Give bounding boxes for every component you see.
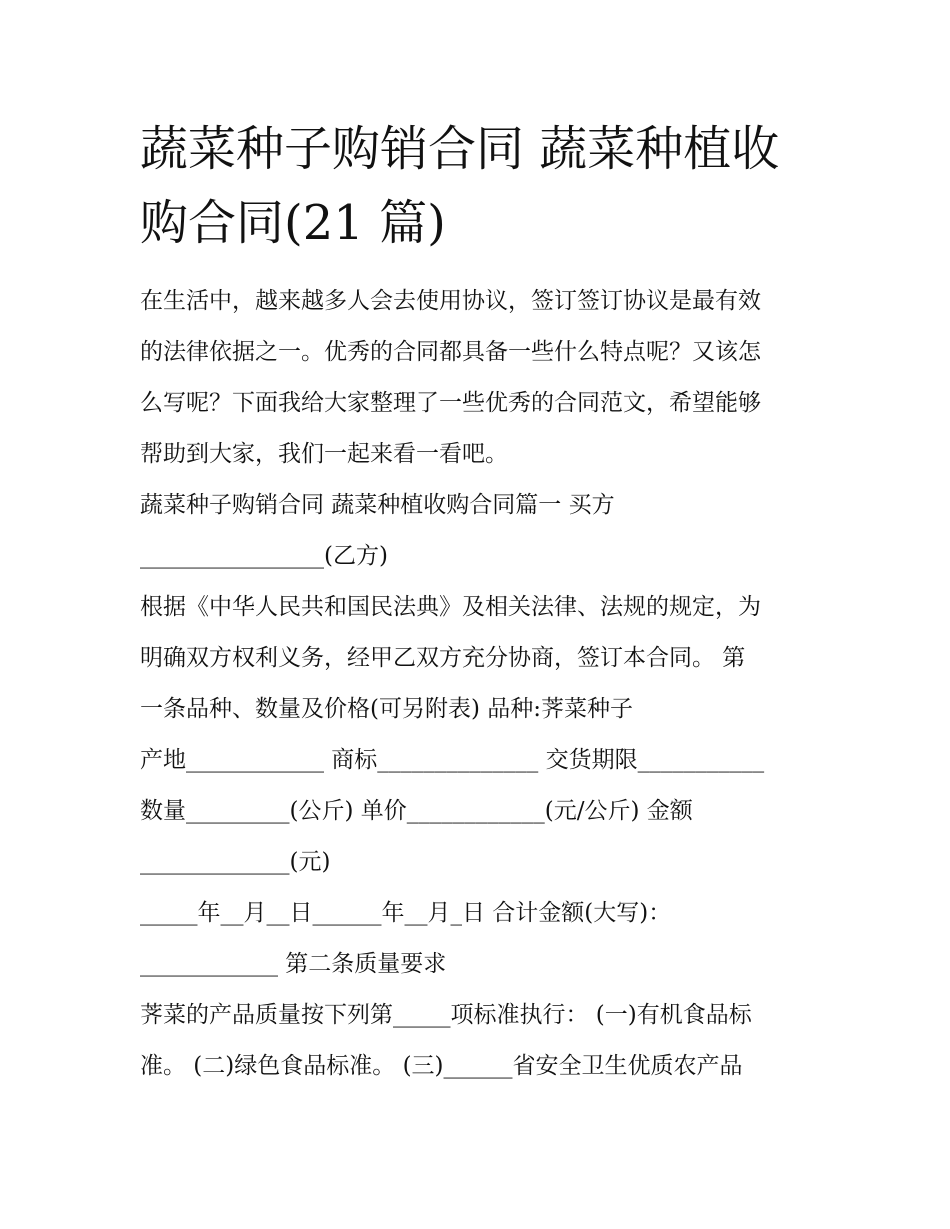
intro-line: 么写呢？下面我给大家整理了一些优秀的合同范文，希望能够: [140, 390, 761, 416]
intro-line: 的法律依据之一。优秀的合同都具备一些什么特点呢？又该怎: [140, 339, 761, 365]
form-field-line: 数量_________(公斤) 单价____________(元/公斤) 金额: [140, 798, 693, 824]
preamble-line: 明确双方权利义务，经甲乙双方充分协商，签订本合同。 第: [140, 645, 746, 671]
form-field-line: 产地____________ 商标______________ 交货期限___________: [140, 747, 765, 773]
document-body: [140, 276, 820, 1092]
intro-line: 在生活中，越来越多人会去使用协议，签订签订协议是最有效: [140, 288, 761, 314]
preamble-line: 根据《中华人民共和国民法典》及相关法律、法规的规定，为: [140, 594, 761, 620]
clause-heading-line: ____________ 第二条质量要求: [140, 951, 447, 977]
form-field-line: _____年__月__日______年__月_日 合计金额(大写)：: [140, 900, 672, 926]
party-line: ________________(乙方): [140, 543, 388, 569]
title-line: 购合同(21 篇): [140, 195, 446, 251]
title-line: 蔬菜种子购销合同 蔬菜种植收: [140, 121, 780, 177]
form-field-line: _____________(元): [140, 849, 331, 875]
document-title: [140, 112, 820, 260]
intro-line: 帮助到大家，我们一起来看一看吧。: [140, 441, 508, 467]
contract-heading-line: 蔬菜种子购销合同 蔬菜种植收购合同篇一 买方: [140, 492, 615, 518]
clause-line: 一条品种、数量及价格(可另附表) 品种:荠菜种子: [140, 696, 634, 722]
clause-line: 荠菜的产品质量按下列第_____项标准执行： (一)有机食品标: [140, 1002, 752, 1028]
clause-line: 准。 (二)绿色食品标准。 (三)______省安全卫生优质农产品: [140, 1053, 743, 1079]
